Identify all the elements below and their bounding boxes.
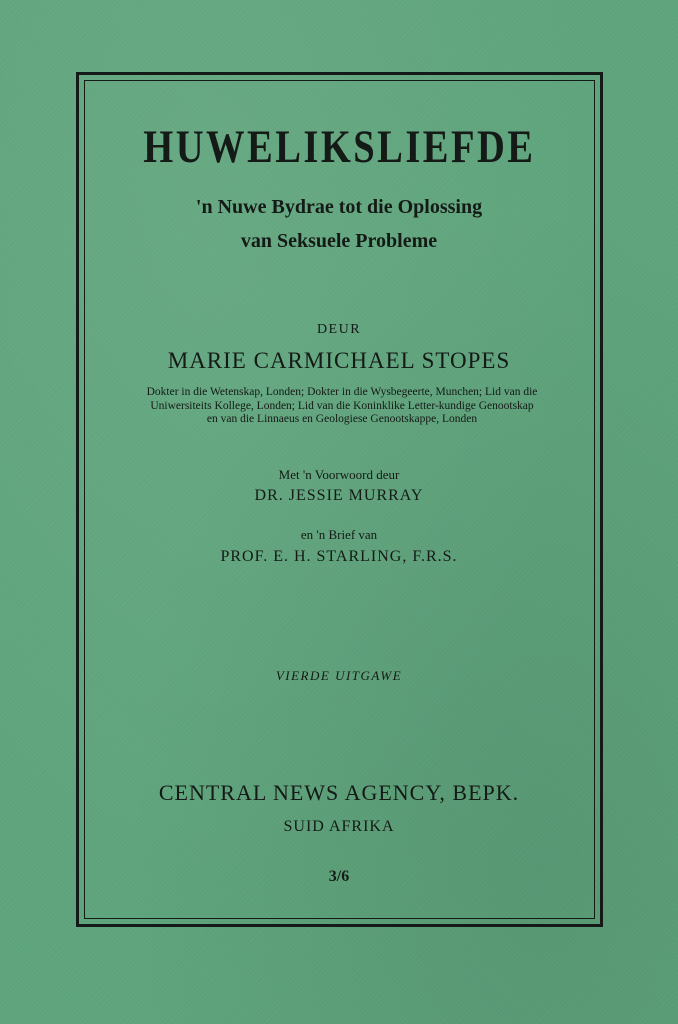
foreword-label: Met 'n Voorwoord deur [278, 467, 400, 482]
edition-label: VIERDE UITGAWE [275, 668, 403, 683]
subtitle-line-1: 'n Nuwe Bydrae tot die Oplossing [195, 196, 483, 218]
book-title: HUWELIKSLIEFDE [143, 121, 536, 173]
publisher-name: CENTRAL NEWS AGENCY, BEPK. [158, 780, 520, 805]
letter-label: en 'n Brief van [300, 527, 378, 542]
letter-author: PROF. E. H. STARLING, F.R.S. [220, 548, 458, 565]
author-credentials: Dokter in die Wetenskap, Londen; Dokter in die Wysbegeerte, Munchen; Lid van die Uniwersiteits Kollege, Londen; Lid van die Koninklike Letter-kundige Genootskap en van die Linnaeus en Geologiese Genootskappe, Londen [146, 386, 538, 425]
foreword-author: DR. JESSIE MURRAY [254, 487, 424, 504]
by-label: DEUR [316, 322, 362, 337]
author-name: MARIE CARMICHAEL STOPES [167, 348, 511, 373]
subtitle-line-2: van Seksuele Probleme [240, 230, 438, 252]
publisher-country: SUID AFRIKA [283, 818, 395, 835]
price-label: 3/6 [328, 868, 350, 885]
